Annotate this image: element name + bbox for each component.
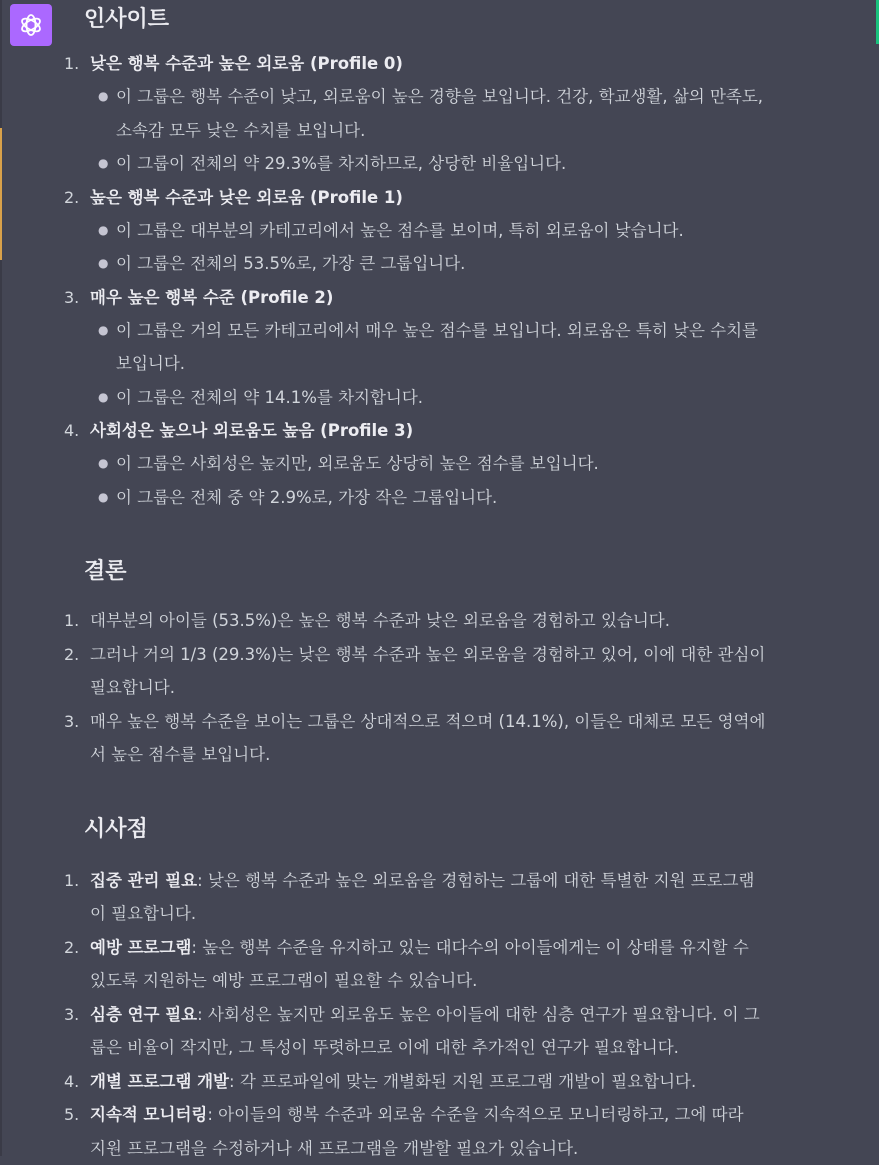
item-label: 집중 관리 필요: [90, 871, 197, 890]
implication-item: [64, 1098, 864, 1165]
text-line: 필요합니다.: [90, 671, 864, 705]
implication-item: [64, 1065, 864, 1099]
item-number: 3.: [64, 998, 88, 1031]
item-text: : 높은 행복 수준을 유지하고 있는 대다수의 아이들에게는 이 상태를 유지할 수: [191, 938, 748, 957]
section-title-conclusion: 결론: [64, 552, 864, 592]
bullet-icon: ●: [98, 80, 108, 114]
bullet-icon: ●: [98, 214, 108, 248]
text-line: [90, 931, 864, 965]
text-line: 룹은 비율이 작지만, 그 특성이 뚜렷하므로 이에 대한 추가적인 연구가 필요합니다.: [90, 1031, 864, 1065]
implication-item: [64, 864, 864, 931]
conclusion-item: [64, 638, 864, 705]
item-label: 예방 프로그램: [90, 938, 191, 957]
item-number: 1.: [64, 47, 88, 80]
text-line: 그러나 거의 1/3 (29.3%)는 낮은 행복 수준과 높은 외로움을 경험하고 있어, 이에 대한 관심이: [90, 638, 864, 672]
bullet-icon: ●: [98, 247, 108, 281]
item-number: 2.: [64, 181, 88, 214]
item-text: : 사회성은 높지만 외로움도 높은 아이들에 대한 심층 연구가 필요합니다. 이 그: [197, 1005, 760, 1024]
insight-item: [64, 47, 864, 181]
text-line: 있도록 지원하는 예방 프로그램이 필요할 수 있습니다.: [90, 964, 864, 998]
item-number: 1.: [64, 864, 88, 897]
conclusion-item: [64, 705, 864, 772]
section-title-implications: 시사점: [64, 810, 864, 850]
bullet-list: [64, 447, 864, 514]
text-line: 이 그룹은 전체의 53.5%로, 가장 큰 그룹입니다.: [116, 247, 864, 281]
list-item: [90, 481, 864, 515]
text-line: 이 그룹은 행복 수준이 낮고, 외로움이 높은 경향을 보입니다. 건강, 학교생활, 삶의 만족도,: [116, 80, 864, 114]
text-line: 매우 높은 행복 수준을 보이는 그룹은 상대적으로 적으며 (14.1%), 이들은 대체로 모든 영역에: [90, 705, 864, 739]
text-line: 보입니다.: [116, 347, 864, 381]
list-item: [90, 381, 864, 415]
item-number: 1.: [64, 604, 88, 637]
text-line: 이 그룹은 대부분의 카테고리에서 높은 점수를 보이며, 특히 외로움이 낮습니다.: [116, 214, 864, 248]
item-title: 사회성은 높으나 외로움도 높음 (Profile 3): [90, 414, 864, 447]
implication-item: [64, 998, 864, 1065]
list-item: [90, 447, 864, 481]
bullet-icon: ●: [98, 381, 108, 415]
text-line: [90, 1098, 864, 1132]
openai-logo-icon: [17, 11, 45, 39]
section-title-insights: 인사이트: [64, 0, 864, 40]
item-text: : 낮은 행복 수준과 높은 외로움을 경험하는 그룹에 대한 특별한 지원 프로그램: [197, 871, 754, 890]
item-title: 높은 행복 수준과 낮은 외로움 (Profile 1): [90, 181, 864, 214]
bullet-icon: ●: [98, 314, 108, 348]
conclusion-list: [64, 604, 864, 772]
text-line: 지원 프로그램을 수정하거나 새 프로그램을 개발할 필요가 있습니다.: [90, 1132, 864, 1165]
insight-item: [64, 181, 864, 281]
list-item: [90, 247, 864, 281]
item-text: : 각 프로파일에 맞는 개별화된 지원 프로그램 개발이 필요합니다.: [229, 1072, 696, 1091]
bullet-icon: ●: [98, 481, 108, 515]
text-line: 이 필요합니다.: [90, 897, 864, 931]
bullet-icon: ●: [98, 447, 108, 481]
text-line: [90, 864, 864, 898]
item-number: 3.: [64, 705, 88, 738]
text-line: 이 그룹이 전체의 약 29.3%를 차지하므로, 상당한 비율입니다.: [116, 147, 864, 181]
insight-item: [64, 281, 864, 415]
scroll-marker: [0, 128, 2, 260]
text-line: [90, 998, 864, 1032]
bullet-list: [64, 80, 864, 181]
list-item: [90, 214, 864, 248]
item-label: 지속적 모니터링: [90, 1105, 207, 1124]
item-title: 낮은 행복 수준과 높은 외로움 (Profile 0): [90, 47, 864, 80]
bullet-list: [64, 214, 864, 281]
item-number: 2.: [64, 931, 88, 964]
item-title: 매우 높은 행복 수준 (Profile 2): [90, 281, 864, 314]
text-line: 이 그룹은 전체 중 약 2.9%로, 가장 작은 그룹입니다.: [116, 481, 864, 515]
item-number: 4.: [64, 1065, 88, 1098]
item-text: : 아이들의 행복 수준과 외로움 수준을 지속적으로 모니터링하고, 그에 따라: [207, 1105, 743, 1124]
list-item: [90, 147, 864, 181]
assistant-message: [64, 0, 864, 1165]
text-line: 이 그룹은 전체의 약 14.1%를 차지합니다.: [116, 381, 864, 415]
conclusion-item: [64, 604, 864, 638]
item-number: 3.: [64, 281, 88, 314]
text-line: 이 그룹은 거의 모든 카테고리에서 매우 높은 점수를 보입니다. 외로움은 특히 낮은 수치를: [116, 314, 864, 348]
text-line: 소속감 모두 낮은 수치를 보입니다.: [116, 114, 864, 148]
item-label: 심층 연구 필요: [90, 1005, 197, 1024]
insight-item: [64, 414, 864, 514]
list-item: [90, 80, 864, 147]
implication-item: [64, 931, 864, 998]
item-label: 개별 프로그램 개발: [90, 1072, 229, 1091]
assistant-avatar: [10, 4, 52, 46]
implications-list: [64, 864, 864, 1165]
item-number: 5.: [64, 1098, 88, 1131]
text-line: 이 그룹은 사회성은 높지만, 외로움도 상당히 높은 점수를 보입니다.: [116, 447, 864, 481]
bullet-list: [64, 314, 864, 415]
text-line: [90, 1065, 864, 1099]
insights-list: [64, 47, 864, 514]
item-number: 4.: [64, 414, 88, 447]
text-line: 서 높은 점수를 보입니다.: [90, 738, 864, 772]
list-item: [90, 314, 864, 381]
text-line: 대부분의 아이들 (53.5%)은 높은 행복 수준과 낮은 외로움을 경험하고 있습니다.: [90, 604, 864, 638]
item-number: 2.: [64, 638, 88, 671]
bullet-icon: ●: [98, 147, 108, 181]
